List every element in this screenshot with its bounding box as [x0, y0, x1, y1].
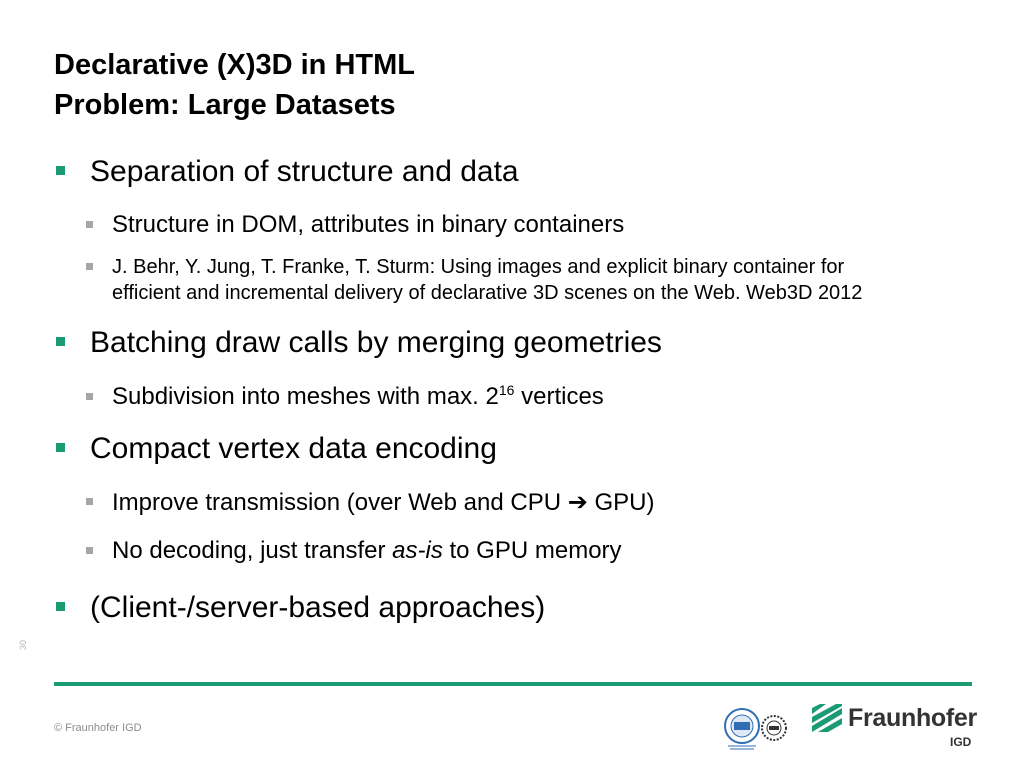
bullet-compact [54, 429, 984, 469]
fraunhofer-logo-icon [812, 704, 842, 732]
bullet-separation [54, 152, 984, 192]
bullet-marker [56, 337, 65, 346]
bullet-marker [56, 443, 65, 452]
sub-bullet-text-post: vertices [514, 383, 604, 410]
copyright-text: © Fraunhofer IGD [54, 722, 142, 734]
title-line-2: Problem: Large Datasets [54, 89, 396, 121]
bullet-client-server [54, 588, 984, 628]
sub-bullet-transmission [54, 487, 984, 518]
fraunhofer-logo [812, 702, 976, 752]
bullet-text: Compact vertex data encoding [90, 432, 497, 465]
bullet-text: Separation of structure and data [90, 155, 519, 188]
sub-bullet-reference [54, 254, 984, 306]
bullet-text: (Client-/server-based approaches) [90, 591, 546, 624]
bullet-marker [56, 166, 65, 175]
sub-bullet-text: Structure in DOM, attributes in binary containers [112, 211, 625, 238]
sub-bullet-text-post: to GPU memory [442, 537, 622, 564]
page-number: 30 [18, 639, 28, 650]
sub-bullet-marker [86, 221, 93, 228]
bullet-batching [54, 323, 984, 363]
reference-line-2: efficient and incremental delivery of declarative 3D scenes on the Web. Web3D 2012 [112, 282, 863, 304]
bullet-text: Batching draw calls by merging geometries [90, 326, 662, 359]
sub-bullet-structure [54, 210, 984, 240]
exponent: 16 [498, 382, 515, 398]
footer-divider [54, 682, 972, 686]
certification-logos [722, 704, 790, 752]
sub-bullet-marker [86, 547, 93, 554]
sub-bullet-marker [86, 498, 93, 505]
sub-bullet-text-pre: Subdivision into meshes with max. 2 [112, 383, 499, 410]
arrow-right-icon: ➔ [567, 488, 588, 516]
bullet-marker [56, 602, 65, 611]
sub-bullet-text-pre: Improve transmission (over Web and CPU [112, 489, 568, 516]
fraunhofer-logo-sub: IGD [950, 735, 972, 749]
bullet-list [54, 152, 984, 628]
sub-bullet-marker [86, 393, 93, 400]
sub-bullet-marker [86, 263, 93, 270]
sub-bullet-decoding [54, 536, 984, 566]
sub-bullet-text-post: GPU) [587, 489, 655, 516]
sub-bullet-text-pre: No decoding, just transfer [112, 537, 393, 564]
fraunhofer-logo-name: Fraunhofer [848, 704, 977, 732]
title-line-1: Declarative (X)3D in HTML [54, 49, 415, 81]
italic-as-is: as-is [392, 537, 443, 564]
reference-line-1: J. Behr, Y. Jung, T. Franke, T. Sturm: Using images and explicit binary container for [112, 256, 845, 278]
sub-bullet-subdivision [54, 382, 984, 412]
slide-title [54, 45, 954, 125]
